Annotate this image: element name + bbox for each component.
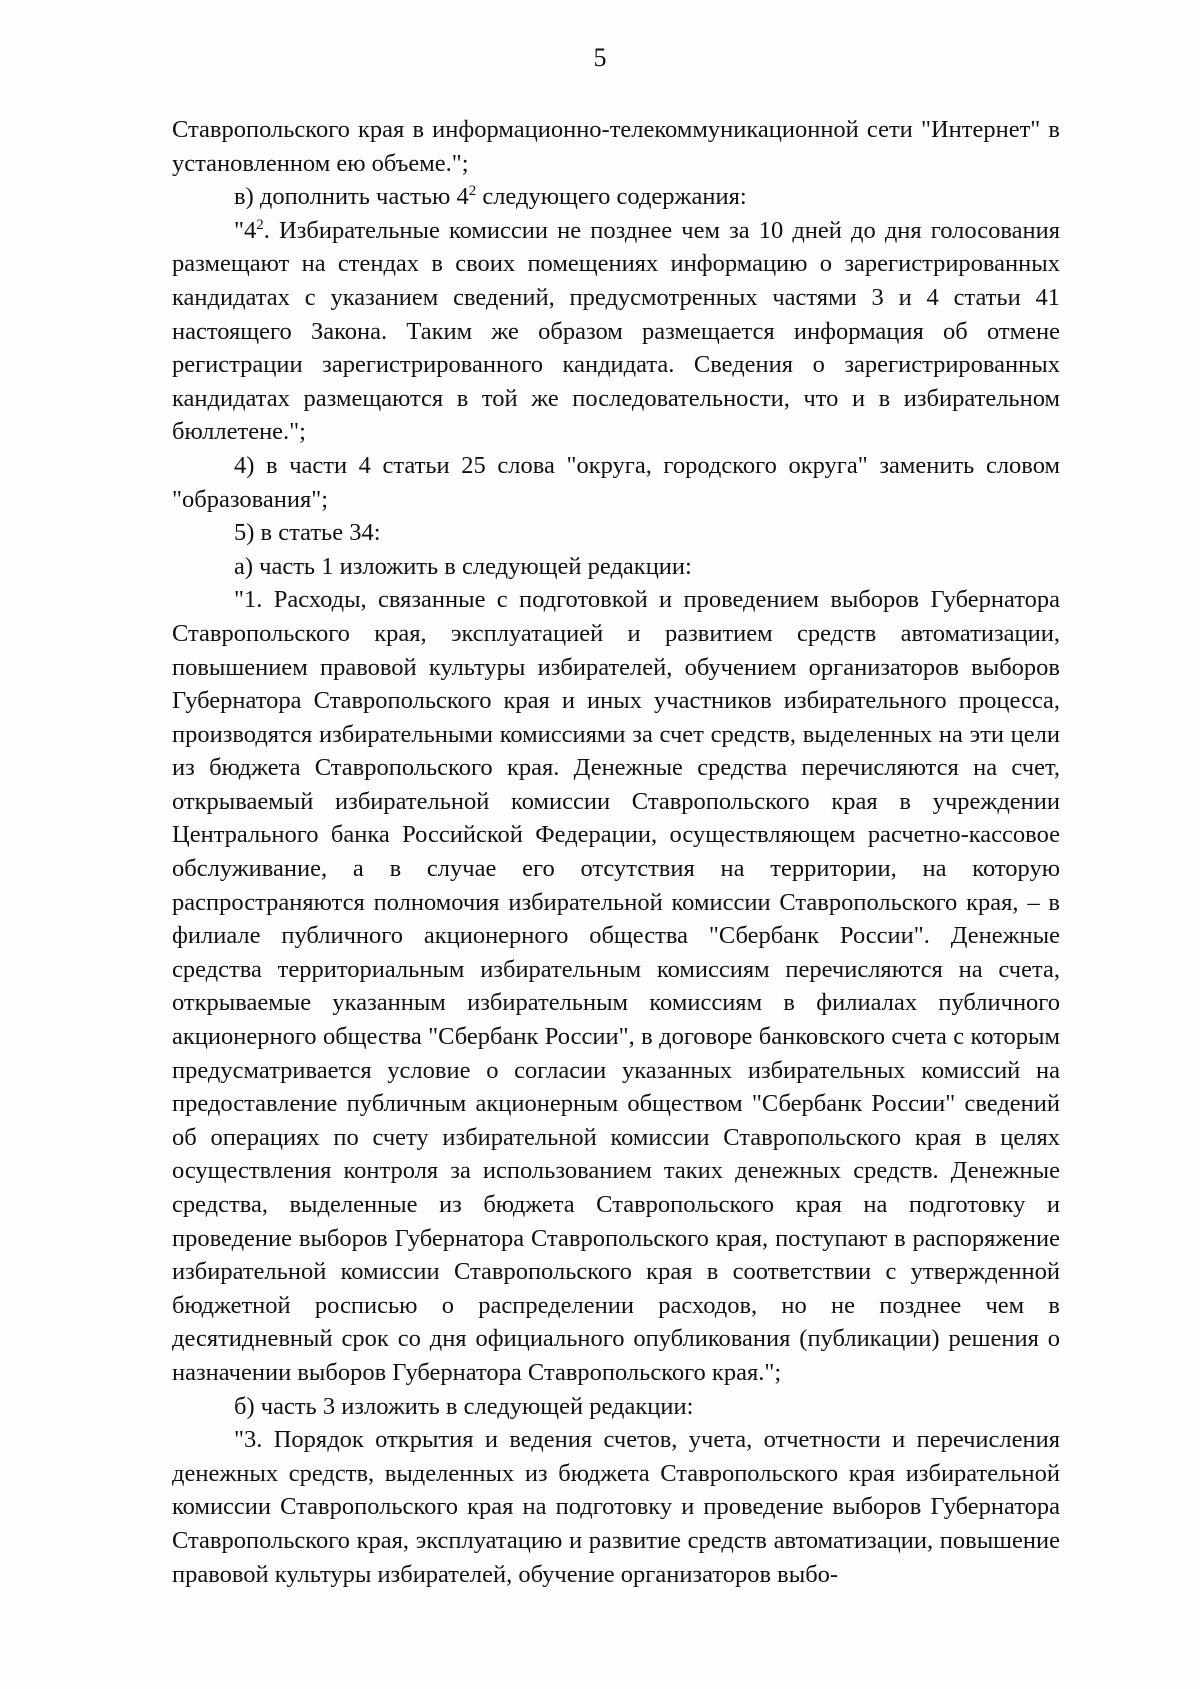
paragraph-add-part-4-2: в) дополнить частью $4^2$ следующего содержания: [234, 183, 747, 211]
paragraph-subitem-a: а) часть 1 изложить в следующей редакции: [234, 552, 692, 580]
paragraph-part-4-2-text: "$4^2$. Избирательные комиссии не позднее чем за 10 дней до дня голосования размещают на стендах в своих помещениях информацию о зарегистрированных кандидатах с указанием сведений, предусмотренных частями 3 и 4 статьи 41 настоящего Закона. Таким же образом размещается информация об отмене регистрации зарегистрированного кандидата. Сведения о зарегистрированных кандидатах размещаются в той же последовательности, что и в избирательном бюллетене."; [172, 216, 1060, 446]
paragraph-item-5: 5) в статье 34: [234, 519, 381, 547]
paragraph-item-4: 4) в части 4 статьи 25 слова "округа, городского округа" заменить словом "образования"; [172, 451, 1060, 513]
paragraph-part-3-text: "3. Порядок открытия и ведения счетов, учета, отчетности и перечисления денежных средств, выделенных из бюджета Ставропольского края избирательной комиссии Ставропольского края на подготовку и проведение выборов Губернатора Ставропольского края, эксплуатацию и развитие средств автоматизации, повышение правовой культуры избирателей, обучение организаторов выбо- [172, 1426, 1060, 1588]
page-number: 5 [593, 43, 607, 72]
paragraph-continuation: Ставропольского края в информационно-телекоммуникационной сети "Интернет" в установленном ею объеме."; [172, 116, 1060, 177]
paragraph-part-1-text: "1. Расходы, связанные с подготовкой и проведением выборов Губернатора Ставропольского края, эксплуатацией и развитием средств автоматизации, повышением правовой культуры избирателей, обучением организаторов выборов Губернатора Ставропольского края и иных участников избирательного процесса, производятся избирательными комиссиями за счет средств, выделенных на эти цели из бюджета Ставропольского края. Денежные средства перечисляются на счет, открываемый избирательной комиссии Ставропольского края в учреждении Центрального банка Российской Федерации, осуществляющем расчетно-кассовое обслуживание, а в случае его отсутствия на территории, на которую распространяются полномочия избирательной комиссии Ставропольского края, – в филиале публичного акционерного общества "Сбербанк России". Денежные средства территориальным избирательным комиссиям перечисляются на счета, открываемые указанным избирательным комиссиям в филиалах публичного акционерного общества "Сбербанк России", в договоре банковского счета с которым предусматривается условие о согласии указанных избирательных комиссий на предоставление публичным акционерным обществом "Сбербанк России" сведений об операциях по счету избирательной комиссии Ставропольского края в целях осуществления контроля за использованием таких денежных средств. Денежные средства, выделенные из бюджета Ставропольского края на подготовку и проведение выборов Губернатора Ставропольского края, поступают в распоряжение избирательной комиссии Ставропольского края в соответствии с утвержденной бюджетной росписью о распределении расходов, но не позднее чем в десятидневный срок со дня официального опубликования (публикации) решения о назначении выборов Губернатора Ставропольского края."; [172, 586, 1060, 1386]
paragraph-subitem-b: б) часть 3 изложить в следующей редакции: [234, 1392, 694, 1420]
document-body [172, 113, 1060, 1591]
